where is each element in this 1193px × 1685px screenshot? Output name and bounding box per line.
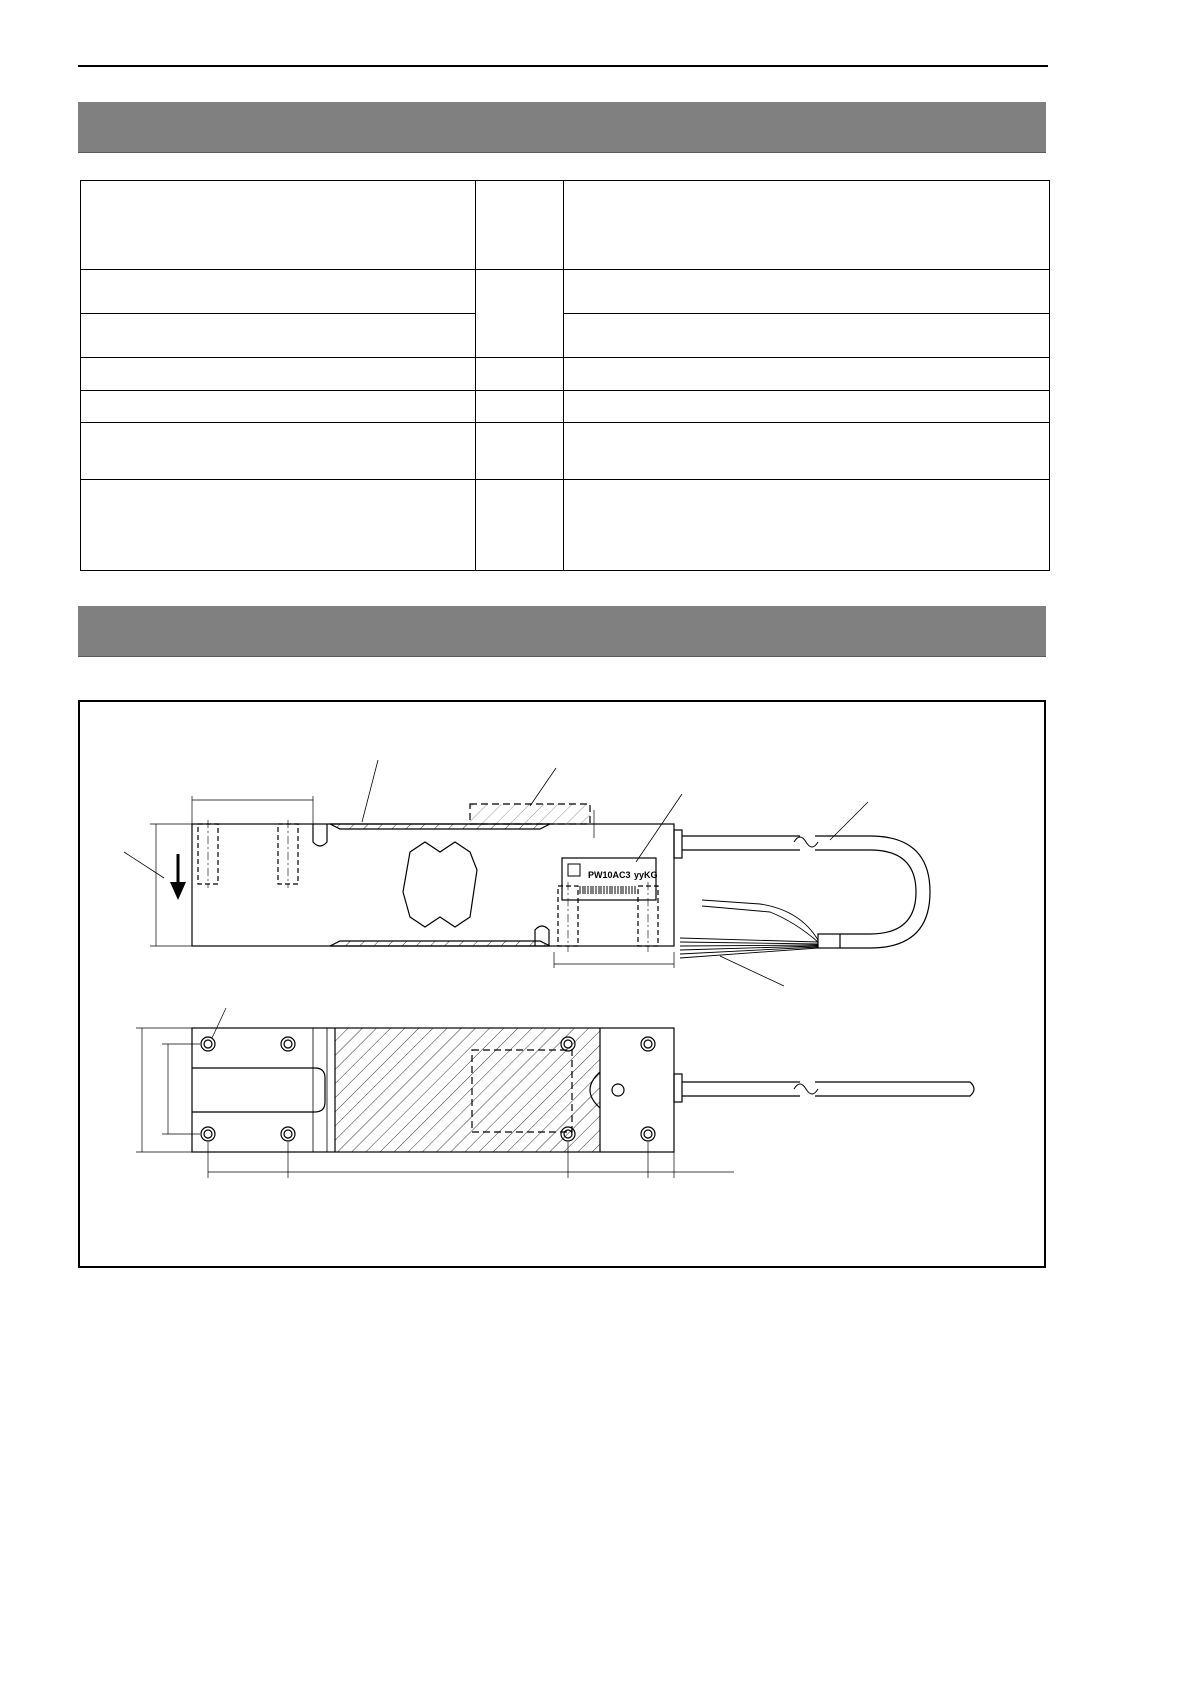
table-row — [81, 270, 1050, 314]
cable-top-end — [815, 1082, 974, 1096]
table-row — [81, 358, 1050, 391]
parameter-cell — [81, 480, 476, 571]
bottom-flexure-hatch — [330, 941, 550, 946]
binocular-cutout — [403, 842, 477, 927]
cable-loop — [815, 836, 930, 948]
parameter-cell — [81, 181, 476, 270]
model-label: PW10AC3 — [588, 870, 631, 880]
capacity-label: yyKG — [634, 870, 658, 880]
recess-hole — [612, 1084, 624, 1096]
load-cell-body-outline — [192, 824, 674, 946]
unit-cell — [476, 358, 564, 391]
parameter-cell — [81, 423, 476, 480]
table-row — [81, 480, 1050, 571]
header-rule — [78, 65, 1048, 67]
parameter-cell — [81, 270, 476, 314]
cable-sleeve — [818, 934, 840, 948]
specifications-table — [80, 180, 1050, 571]
section-header-bar — [78, 606, 1046, 657]
top-flexure-hatch — [330, 824, 550, 829]
value-cell — [564, 181, 1050, 270]
hbm-logo-box — [568, 864, 580, 876]
side-view — [124, 760, 930, 986]
unit-cell — [476, 270, 564, 358]
fork-slot — [192, 1068, 325, 1112]
value-cell — [564, 358, 1050, 391]
table-row — [81, 181, 1050, 270]
barcode — [580, 886, 635, 894]
load-cell-drawing — [80, 702, 1048, 1270]
value-cell — [564, 423, 1050, 480]
cable-gland — [674, 830, 682, 858]
unit-cell — [476, 423, 564, 480]
value-cell — [564, 480, 1050, 571]
dimension-drawing-frame — [78, 700, 1046, 1268]
load-direction-arrow — [170, 854, 186, 900]
table-row — [81, 423, 1050, 480]
unit-cell — [476, 391, 564, 423]
section-header-bar — [78, 102, 1046, 153]
parameter-cell — [81, 314, 476, 358]
value-cell — [564, 270, 1050, 314]
table-row — [81, 391, 1050, 423]
top-view — [136, 1008, 974, 1178]
left-slot — [313, 824, 327, 846]
hatched-mounting-area — [335, 1028, 600, 1152]
cable-upper — [682, 836, 800, 850]
value-cell — [564, 391, 1050, 423]
unit-cell — [476, 480, 564, 571]
parameter-cell — [81, 391, 476, 423]
cable-gland-top — [674, 1074, 682, 1102]
cable-top-view — [682, 1082, 800, 1096]
cable-wires — [680, 900, 818, 958]
table-row — [81, 314, 1050, 358]
value-cell — [564, 314, 1050, 358]
unit-cell — [476, 181, 564, 270]
parameter-cell — [81, 358, 476, 391]
